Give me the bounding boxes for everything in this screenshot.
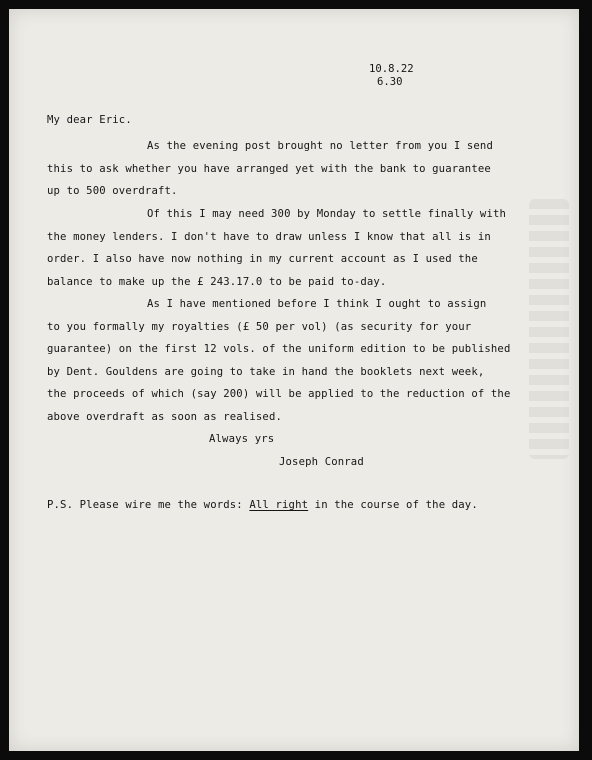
closing: Always yrs xyxy=(209,433,275,445)
text-line: Of this I may need 300 by Monday to settle finally with xyxy=(147,208,507,220)
date-block xyxy=(369,63,414,89)
text-line: order. I also have now nothing in my current account as I used the xyxy=(47,253,478,265)
text-line: the proceeds of which (say 200) will be applied to the reduction of the xyxy=(47,388,511,400)
letter-paper xyxy=(9,9,579,751)
text-line: As the evening post brought no letter from you I send xyxy=(147,140,493,152)
text-line: up to 500 overdraft. xyxy=(47,185,178,197)
text-line: by Dent. Gouldens are going to take in hand the booklets next week, xyxy=(47,365,485,378)
postscript-prefix: P.S. Please wire me the words: xyxy=(47,499,250,511)
text-line: to you formally my royalties (£ 50 per vol) (as security for your xyxy=(47,320,472,333)
paragraph-2 xyxy=(47,203,547,293)
text-line: this to ask whether you have arranged yet with the bank to guarantee xyxy=(47,162,491,175)
postscript xyxy=(47,499,478,511)
letter-time: 6.30 xyxy=(377,76,403,88)
text-line: guarantee) on the first 12 vols. of the uniform edition to be published xyxy=(47,343,511,355)
postscript-underlined-words: All right xyxy=(249,499,309,511)
paragraph-1 xyxy=(47,135,547,203)
salutation: My dear Eric. xyxy=(47,114,132,126)
text-line: balance to make up the £ 243.17.0 to be paid to-day. xyxy=(47,275,387,288)
postscript-suffix: in the course of the day. xyxy=(308,499,478,511)
signature: Joseph Conrad xyxy=(279,456,364,468)
paragraph-3 xyxy=(47,293,547,428)
letter-date: 10.8.22 xyxy=(369,63,414,75)
text-line: As I have mentioned before I think I ought to assign xyxy=(147,298,487,310)
text-line: above overdraft as soon as realised. xyxy=(47,410,283,423)
text-line: the money lenders. I don't have to draw unless I know that all is in xyxy=(47,230,491,243)
